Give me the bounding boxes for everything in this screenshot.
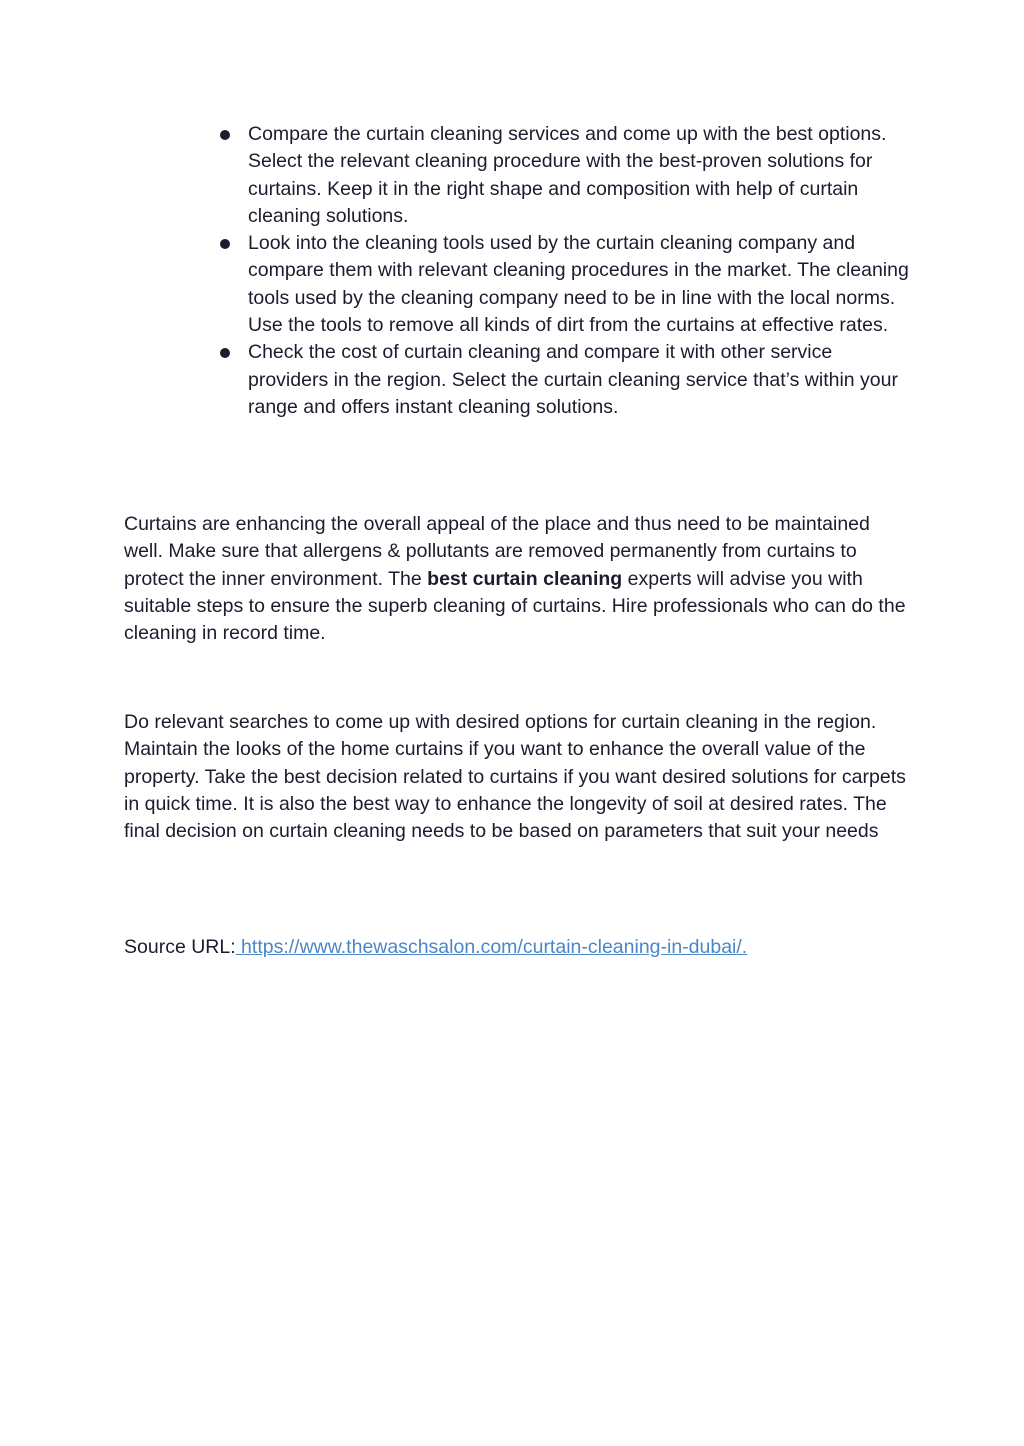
bold-keyword: best curtain cleaning [427,567,623,590]
paragraph-relevant-searches: Do relevant searches to come up with desired options for curtain cleaning in the region. Maintain the looks of the home curtains if you want to enhance the overall value of the property. Take the best decision related to curtains if you want desired solutions for carpets in quick time. It is also the best way to enhance the longevity of soil at desired rates. The final decision on curtain cleaning needs to be based on parameters that suit your needs [124,711,906,843]
bullet-text: Compare the curtain cleaning services and come up with the best options. Select the relevant cleaning procedure with the best-proven solutions for curtains. Keep it in the right shape and composition with help of curtain cleaning solutions. [248,123,887,227]
bullet-text: Check the cost of curtain cleaning and compare it with other service providers in the region. Select the curtain cleaning service that’s within your range and offers instant cleaning solutions. [248,341,898,418]
list-item [215,230,915,339]
list-item [215,121,915,230]
list-item [215,339,915,421]
bullet-icon [220,348,230,358]
bullet-icon [220,130,230,140]
paragraph-text-after: experts will advise you with suitable steps to ensure the superb cleaning of curtains. Hire professionals who can do the cleaning in record time. [124,567,906,645]
paragraph-curtains-appeal [124,511,914,647]
source-link[interactable]: https://www.thewaschsalon.com/curtain-cleaning-in-dubai/. [235,936,748,958]
bullet-icon [220,239,230,249]
bullet-text: Look into the cleaning tools used by the curtain cleaning company and compare them with relevant cleaning procedures in the market. The cleaning tools used by the cleaning company need to be in line with the local norms. Use the tools to remove all kinds of dirt from the curtains at effective rates. [248,232,909,337]
source-line [124,934,914,961]
source-label: Source URL: [124,936,236,958]
bullet-list [215,121,915,421]
paragraph-text-before: Curtains are enhancing the overall appeal of the place and thus need to be maintained well. Make sure that allergens & pollutants are removed permanently from curtains to protect the inner environment. The [124,513,870,590]
